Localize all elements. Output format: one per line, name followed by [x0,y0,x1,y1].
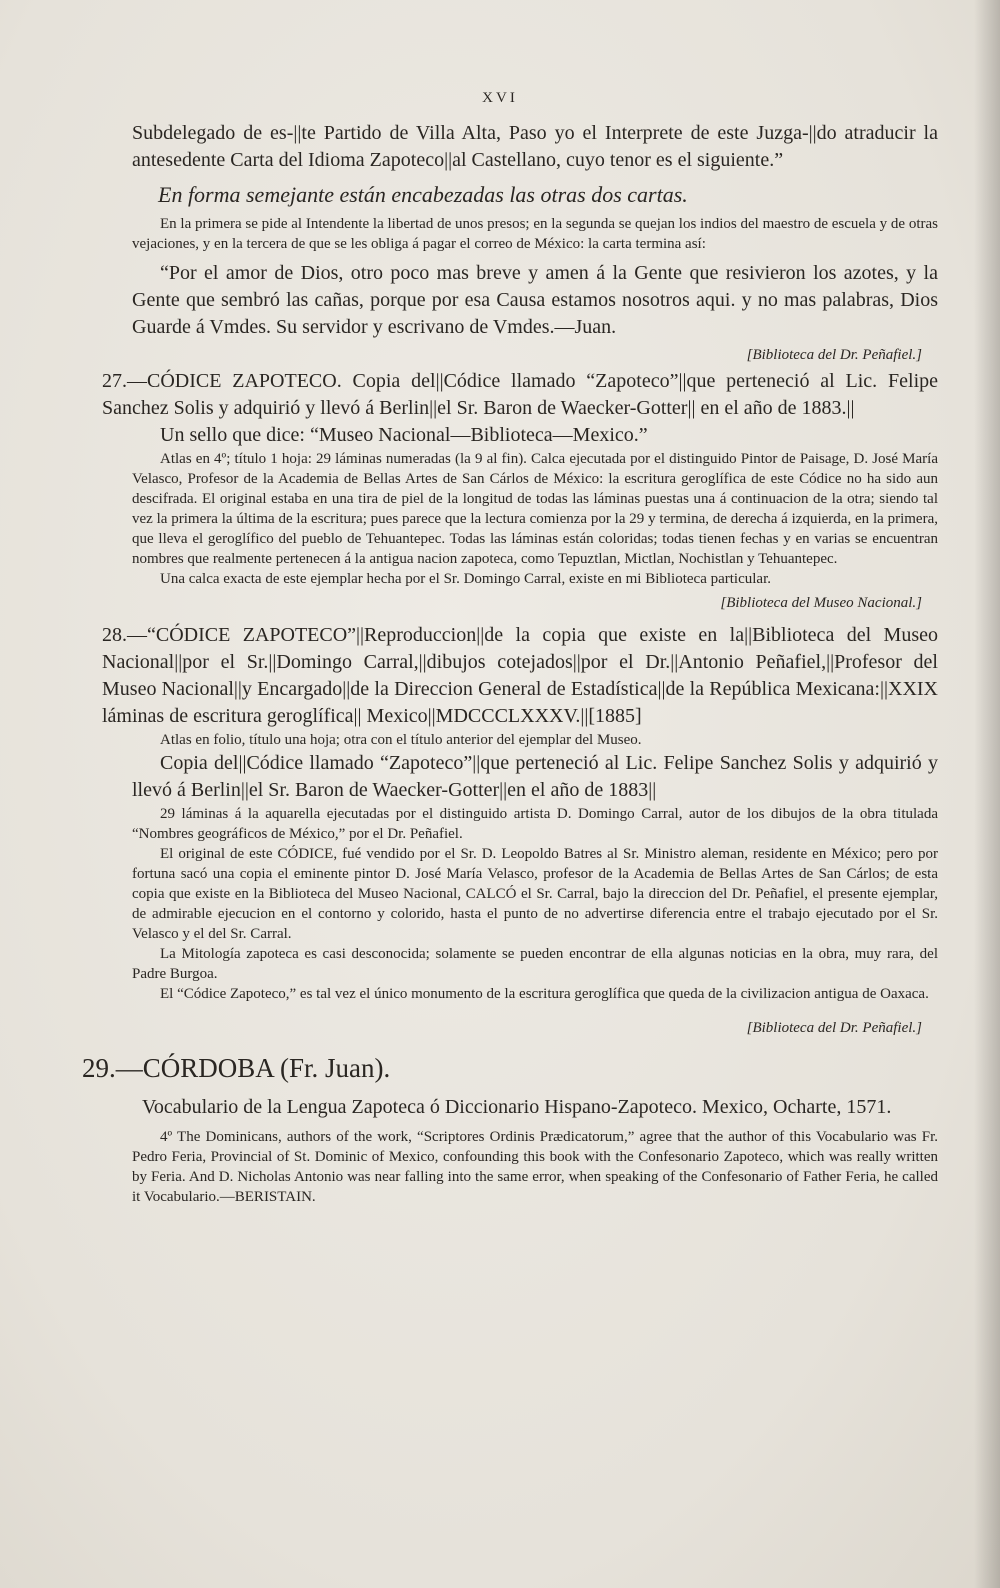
entry-28-title: 28.—“CÓDICE ZAPOTECO”||Reproduccion||de la copia que existe en la||Biblioteca del Museo Nacional||por el Sr.||Domingo Carral,||dibujos cotejados||por el Dr.||Antonio Peñafiel,||Profesor del Museo Nacional||y Encargado||de la Direccion General de Estadística||de la República Mexicana:||XXIX láminas de escritura geroglífica|| Mexico||MDCCCLXXXV.||[1885] [102,624,938,727]
entry-28-copia: Copia del||Códice llamado “Zapoteco”||que perteneció al Lic. Felipe Sanchez Solis y adquirió y llevó á Berlin||el Sr. Baron de Waecker-Gotter||en el año de 1883|| [132,752,938,801]
entry-28-unico: El “Códice Zapoteco,” es tal vez el único monumento de la escritura geroglífica que queda de la civilizacion antigua de Oaxaca. [160,986,929,1002]
source-citation-1: [Biblioteca del Dr. Peñafiel.] [746,347,922,363]
page-number: XVI [482,90,518,106]
entry-29-note: 4º The Dominicans, authors of the work, “Scriptores Ordinis Prædicatorum,” agree that the author of this Vocabulario was Fr. Pedro Feria, Provincial of St. Dominic of Mexico, confounding this book with the Confesonario Zapoteco, which was really written by Feria. And D. Nicholas Antonio was near falling into the same error, when speaking of the Confesonario of Father Feria, he called it Vocabulario.—BERISTAIN. [132,1129,938,1205]
entry-27-calca-note: Una calca exacta de este ejemplar hecha por el Sr. Domingo Carral, existe en mi Biblioteca particular. [160,571,772,587]
paragraph-letter-quote: “Por el amor de Dios, otro poco mas breve y amen á la Gente que resivieron los azotes, y la Gente que sembró las cañas, porque por esa Causa estamos nosotros aqui. y no mas palabras, Dios Guarde á Vmdes. Su servidor y escrivano de Vmdes.—Juan. [132,262,938,338]
section-heading: En forma semejante están encabezadas las otras dos cartas. [158,182,688,207]
page-edge-shadow [974,0,1000,1588]
entry-28-mitologia: La Mitología zapoteca es casi desconocida; solamente se pueden encontrar de ella algunas noticias en la obra, muy rara, del Padre Burgoa. [132,946,938,982]
source-citation-2: [Biblioteca del Museo Nacional.] [720,595,922,611]
paragraph-translation-intro: Subdelegado de es-||te Partido de Villa Alta, Paso yo el Interprete de este Juzga-||do atraducir la antesedente Carta del Idioma Zapoteco||al Castellano, cuyo tenor es el siguiente.” [132,122,938,171]
entry-28-laminas: 29 láminas á la aquarella ejecutadas por el distinguido artista D. Domingo Carral, autor de los dibujos de la obra titulada “Nombres geográficos de México,” por el Dr. Peñafiel. [132,806,938,842]
entry-29-title: 29.—CÓRDOBA (Fr. Juan). [82,1053,391,1083]
paragraph-letters-summary: En la primera se pide al Intendente la libertad de unos presos; en la segunda se quejan los indios del maestro de escuela y de otras vejaciones, y en la tercera de que se les obliga á pagar el correo de México: la carta termina así: [132,216,938,252]
entry-28-atlas: Atlas en folio, título una hoja; otra con el título anterior del ejemplar del Museo. [160,732,642,748]
entry-27-seal: Un sello que dice: “Museo Nacional—Biblioteca—Mexico.” [160,424,648,446]
entry-27-title: 27.—CÓDICE ZAPOTECO. Copia del||Códice llamado “Zapoteco”||que perteneció al Lic. Felipe Sanchez Solis y adquirió y llevó á Berlin||el Sr. Baron de Waecker-Gotter|| en el año de 1883.|| [102,370,938,419]
source-citation-3: [Biblioteca del Dr. Peñafiel.] [746,1020,922,1036]
entry-29-vocabulario: Vocabulario de la Lengua Zapoteca ó Diccionario Hispano-Zapoteco. Mexico, Ocharte, 1571. [142,1096,892,1118]
entry-27-description: Atlas en 4º; título 1 hoja: 29 láminas numeradas (la 9 al fin). Calca ejecutada por el distinguido Pintor de Paisage, D. José María Velasco, Profesor de la Academia de Bellas Artes de San Cárlos de México: la escritura geroglífica de este Códice no ha sido aun descifrada. El original estaba en una tira de piel de la longitud de todas las láminas puestas una á continuacion de la otra; siendo tal vez la primera la última de la escritura; pues parece que la lectura comienza por la 29 y termina, de derecha á izquierda, en la primera, que lleva el geroglífico del pueblo de Tehuantepec. Todas las láminas están coloridas; todas tienen fechas y en varias se encuentran nombres que realmente pertenecen á la antigua nacion zapoteca, como Tepuztlan, Mictlan, Nochistlan y Tehuantepec. [132,451,938,567]
text-column [82,120,938,1207]
entry-28-original: El original de este CÓDICE, fué vendido por el Sr. D. Leopoldo Batres al Sr. Ministro aleman, residente en México; pero por fortuna sacó una copia el eminente pintor D. José María Velasco, profesor de la Academia de Bellas Artes de San Cárlos; de esta copia que existe en la Biblioteca del Museo Nacional, CALCÓ el Sr. Carral, bajo la direccion del Dr. Peñafiel, el presente ejemplar, de admirable ejecucion en el contorno y colorido, hasta el punto de no advertirse diferencia entre el trabajo ejecutado por el Sr. Velasco y el del Sr. Carral. [132,846,938,942]
